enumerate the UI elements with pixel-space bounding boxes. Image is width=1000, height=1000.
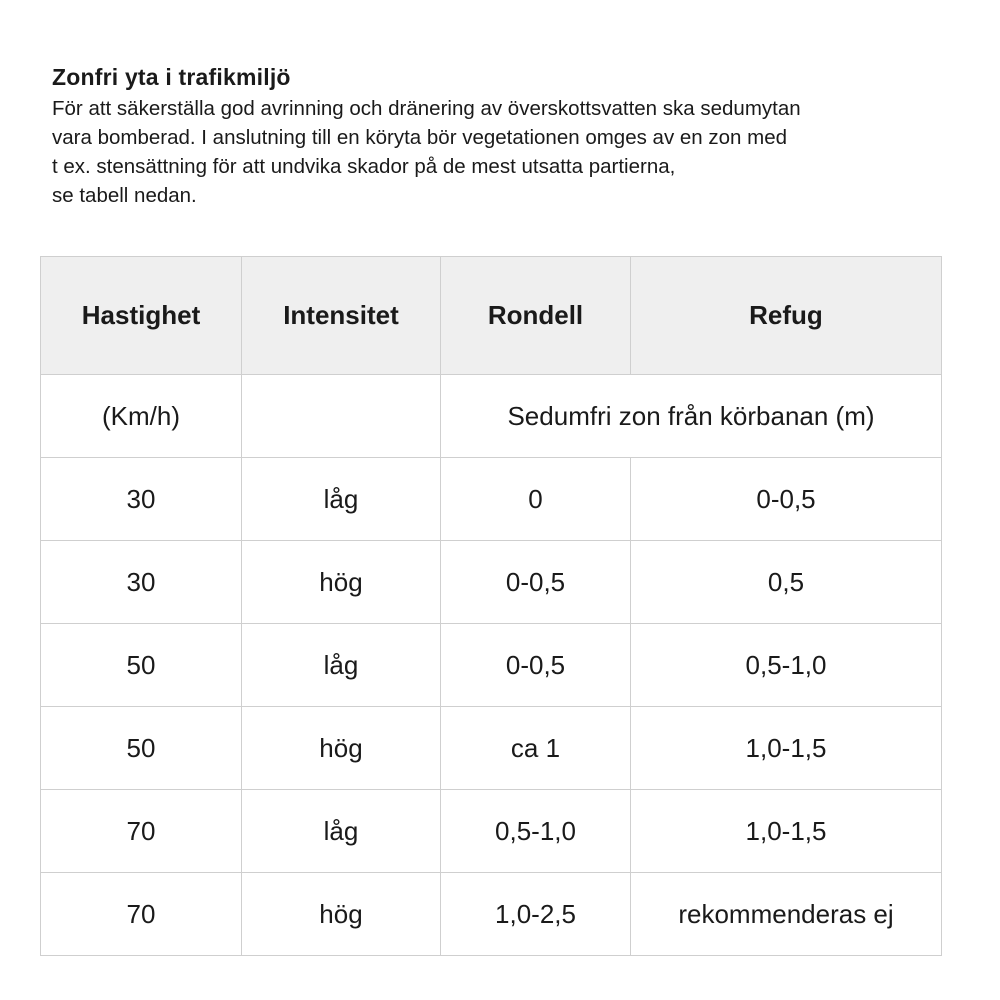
rondell-cell: 0-0,5 (441, 624, 631, 707)
zone-label-cell: Sedumfri zon från körbanan (m) (441, 375, 942, 458)
rondell-cell: 1,0-2,5 (441, 873, 631, 956)
table-row (41, 707, 942, 790)
intensity-cell: låg (242, 458, 441, 541)
speed-cell: 30 (41, 541, 242, 624)
header-hastighet: Hastighet (41, 257, 242, 375)
intro-line: vara bomberad. I anslutning till en köryta bör vegetationen omges av en zon med (52, 126, 788, 149)
speed-cell: 50 (41, 707, 242, 790)
intro-line: För att säkerställa god avrinning och dränering av överskottsvatten ska sedumytan (52, 97, 801, 120)
intensity-cell: hög (242, 873, 441, 956)
intensity-cell: låg (242, 790, 441, 873)
rondell-cell: ca 1 (441, 707, 631, 790)
speed-cell: 30 (41, 458, 242, 541)
header-refug: Refug (631, 257, 942, 375)
table-row (41, 624, 942, 707)
refug-cell: rekommenderas ej (631, 873, 942, 956)
intro-line: se tabell nedan. (52, 184, 197, 207)
refug-cell: 0,5-1,0 (631, 624, 942, 707)
rondell-cell: 0 (441, 458, 631, 541)
intensity-cell: hög (242, 707, 441, 790)
table-header-row (41, 257, 942, 375)
speed-cell: 70 (41, 873, 242, 956)
intensity-cell: hög (242, 541, 441, 624)
rondell-cell: 0,5-1,0 (441, 790, 631, 873)
refug-cell: 1,0-1,5 (631, 790, 942, 873)
header-intensitet: Intensitet (242, 257, 441, 375)
refug-cell: 1,0-1,5 (631, 707, 942, 790)
intro-line: t ex. stensättning för att undvika skador på de mest utsatta partierna, (52, 155, 676, 178)
rondell-cell: 0-0,5 (441, 541, 631, 624)
intro-paragraph (52, 94, 972, 210)
table-row (41, 541, 942, 624)
speed-cell: 70 (41, 790, 242, 873)
table-row (41, 790, 942, 873)
section-heading: Zonfri yta i trafikmiljö (52, 64, 291, 90)
refug-cell: 0,5 (631, 541, 942, 624)
table-subheader-row (41, 375, 942, 458)
header-rondell: Rondell (441, 257, 631, 375)
speed-cell: 50 (41, 624, 242, 707)
table-row (41, 873, 942, 956)
intensity-sub-cell (242, 375, 441, 458)
table-row (41, 458, 942, 541)
intensity-cell: låg (242, 624, 441, 707)
unit-cell: (Km/h) (41, 375, 242, 458)
zone-table (40, 256, 942, 956)
refug-cell: 0-0,5 (631, 458, 942, 541)
